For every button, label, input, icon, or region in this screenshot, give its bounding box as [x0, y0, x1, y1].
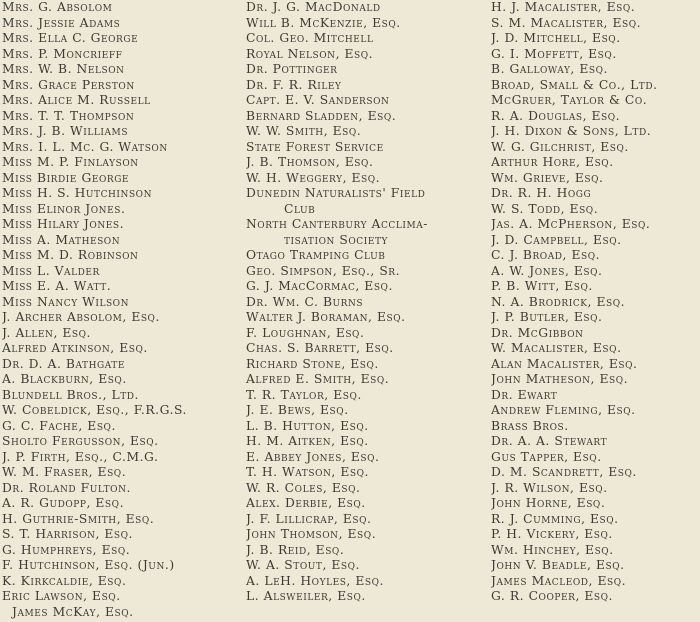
name-entry: Dr. Wm. C. Burns [246, 294, 364, 309]
name-entry: John Matheson, Esq. [491, 372, 629, 386]
name-entry: H. Guthrie-Smith, Esq. [2, 511, 155, 526]
name-entry: J. B. Reid, Esq. [246, 542, 345, 557]
name-entry: J. H. Dixon & Sons, Ltd. [491, 124, 652, 138]
name-entry: J. D. Mitchell, Esq. [491, 31, 621, 45]
name-entry: Mrs. Ella C. George [2, 31, 139, 45]
name-entry: Geo. Simpson, Esq., Sr. [246, 263, 401, 278]
name-entry: W. Cobeldick, Esq., F.R.G.S. [2, 403, 187, 417]
name-entry: Miss Birdie George [2, 170, 130, 185]
name-entry: McGruer, Taylor & Co. [491, 93, 648, 107]
name-entry: Gus Tapper, Esq. [491, 449, 602, 464]
name-entry: Royal Nelson, Esq. [246, 46, 374, 61]
name-entry: J. F. Lillicrap, Esq. [246, 511, 372, 526]
name-entry: G. R. Cooper, Esq. [491, 589, 613, 603]
name-entry: Wm. Grieve, Esq. [491, 170, 604, 185]
name-entry: J. E. Bews, Esq. [246, 403, 349, 417]
name-entry: D. M. Scandrett, Esq. [491, 465, 637, 479]
name-entry: W. G. Gilchrist, Esq. [491, 139, 629, 154]
name-entry: C. J. Broad, Esq. [491, 248, 601, 262]
name-entry: A. LeH. Hoyles, Esq. [246, 573, 384, 588]
name-entry: Otago Tramping Club [246, 248, 386, 262]
name-entry: A. W. Jones, Esq. [491, 263, 603, 278]
name-entry: tisation Society [284, 232, 389, 247]
name-entry: Alfred E. Smith, Esq. [246, 372, 390, 386]
name-entry: Miss M. D. Robinson [2, 248, 139, 262]
name-entry: S. T. Harrison, Esq. [2, 527, 134, 541]
name-entry: J. D. Campbell, Esq. [491, 232, 622, 247]
name-entry: Mrs. T. T. Thompson [2, 108, 135, 123]
name-entry: Dr. F. R. Riley [246, 77, 342, 92]
name-entry: Dr. Pottinger [246, 62, 338, 76]
name-entry: P. B. Witt, Esq. [491, 279, 593, 293]
name-entry: Bernard Sladden, Esq. [246, 108, 397, 123]
name-entry: W. S. Todd, Esq. [491, 201, 599, 216]
name-entry: Jas. A. McPherson, Esq. [491, 217, 651, 231]
name-entry: Col. Geo. Mitchell [246, 31, 374, 45]
name-entry: State Forest Service [246, 139, 384, 154]
name-entry: Alan Macalister, Esq. [491, 356, 638, 371]
column-1 [2, 0, 242, 620]
name-entry: Dr. J. G. MacDonald [246, 0, 381, 14]
name-entry: L. B. Hutton, Esq. [246, 418, 369, 433]
name-entry: J. Allen, Esq. [2, 325, 92, 340]
name-entry: J. P. Butler, Esq. [491, 310, 603, 324]
name-entry: Dr. McGibbon [491, 325, 584, 340]
name-entry: R. J. Cumming, Esq. [491, 511, 619, 526]
name-entry: James McKay, Esq. [12, 604, 134, 619]
name-entry: Mrs. J. B. Williams [2, 124, 129, 138]
name-entry: Andrew Fleming, Esq. [491, 403, 636, 417]
name-entry: Club [284, 201, 316, 216]
name-entry: F. Hutchinson, Esq. (Jun.) [2, 558, 175, 572]
name-entry: Capt. E. V. Sanderson [246, 93, 390, 107]
name-entry: G. Humphreys, Esq. [2, 542, 131, 557]
name-entry: Wm. Hinchey, Esq. [491, 542, 614, 557]
name-entry: Dr. Roland Fulton. [2, 480, 131, 495]
name-entry: J. B. Thomson, Esq. [246, 155, 374, 169]
name-entry: S. M. Macalister, Esq. [491, 15, 642, 30]
name-entry: Eric Lawson, Esq. [2, 589, 121, 603]
name-entry: Miss H. S. Hutchinson [2, 186, 153, 200]
name-entry: Miss Nancy Wilson [2, 294, 130, 309]
name-entry: P. H. Vickery, Esq. [491, 527, 613, 541]
name-entry: A. R. Gudopp, Esq. [2, 496, 125, 510]
name-entry: Alfred Atkinson, Esq. [2, 341, 148, 355]
name-entry: Miss M. P. Finlayson [2, 155, 139, 169]
name-entry: Miss L. Valder [2, 263, 100, 278]
name-entry: N. A. Brodrick, Esq. [491, 294, 626, 309]
name-entry: Sholto Fergusson, Esq. [2, 434, 159, 448]
name-entry: G. C. Fache, Esq. [2, 418, 116, 433]
name-entry: Dunedin Naturalists' Field [246, 186, 426, 200]
name-entry: T. R. Taylor, Esq. [246, 387, 362, 402]
name-entry: H. M. Aitken, Esq. [246, 434, 369, 448]
name-entry: E. Abbey Jones, Esq. [246, 449, 380, 464]
name-entry: Miss A. Matheson [2, 232, 121, 247]
name-entry: Mrs. G. Absolom [2, 0, 113, 14]
name-entry: W. A. Stout, Esq. [246, 558, 360, 572]
name-entry: Arthur Hore, Esq. [491, 155, 614, 169]
name-entry: Dr. A. A. Stewart [491, 434, 608, 448]
name-entry: J. Archer Absolom, Esq. [2, 310, 160, 324]
name-entry: Alex. Derbie, Esq. [246, 496, 366, 510]
column-2 [246, 0, 486, 605]
name-entry: John V. Beadle, Esq. [491, 558, 625, 572]
name-entry: Miss E. A. Watt. [2, 279, 112, 293]
name-entry: Dr. D. A. Bathgate [2, 356, 125, 371]
name-entry: J. P. Firth, Esq., C.M.G. [2, 449, 159, 464]
name-entry: F. Loughnan, Esq. [246, 325, 365, 340]
name-entry: Brass Bros. [491, 418, 569, 433]
name-entry: Will B. McKenzie, Esq. [246, 15, 401, 30]
name-entry: John Thomson, Esq. [246, 527, 377, 541]
name-entry: W. M. Fraser, Esq. [2, 465, 127, 479]
name-entry: W. Macalister, Esq. [491, 341, 622, 355]
name-entry: Chas. S. Barrett, Esq. [246, 341, 394, 355]
name-entry: Mrs. Grace Perston [2, 77, 135, 92]
name-entry: W. H. Weggery, Esq. [246, 170, 381, 185]
name-entry: J. R. Wilson, Esq. [491, 480, 608, 495]
name-entry: W. W. Smith, Esq. [246, 124, 362, 138]
name-entry: Dr. Ewart [491, 387, 558, 402]
name-entry: Blundell Bros., Ltd. [2, 387, 140, 402]
name-entry: Mrs. Alice M. Russell [2, 93, 151, 107]
name-entry: Walter J. Boraman, Esq. [246, 310, 406, 324]
name-entry: Mrs. P. Moncrieff [2, 46, 123, 61]
name-entry: W. R. Coles, Esq. [246, 480, 361, 495]
name-entry: A. Blackburn, Esq. [2, 372, 127, 386]
name-entry: B. Galloway, Esq. [491, 62, 608, 76]
name-entry: Mrs. Jessie Adams [2, 15, 121, 30]
name-entry: North Canterbury Acclima- [246, 217, 429, 231]
name-entry: Mrs. W. B. Nelson [2, 62, 125, 76]
name-entry: Miss Hilary Jones. [2, 217, 125, 231]
name-entry: H. J. Macalister, Esq. [491, 0, 636, 14]
name-entry: Broad, Small & Co., Ltd. [491, 77, 658, 92]
name-entry: T. H. Watson, Esq. [246, 465, 369, 479]
column-3 [491, 0, 700, 605]
name-entry: John Horne, Esq. [491, 496, 606, 510]
name-entry: R. A. Douglas, Esq. [491, 108, 621, 123]
name-entry: G. I. Moffett, Esq. [491, 46, 617, 61]
name-entry: Dr. R. H. Hogg [491, 186, 592, 200]
name-entry: G. J. MacCormac, Esq. [246, 279, 393, 293]
name-entry: Richard Stone, Esq. [246, 356, 379, 371]
name-entry: L. Alsweiler, Esq. [246, 589, 366, 603]
name-entry: James Macleod, Esq. [491, 573, 627, 588]
name-entry: Mrs. I. L. Mc. G. Watson [2, 139, 168, 154]
name-entry: K. Kirkcaldie, Esq. [2, 573, 127, 588]
name-entry: Miss Elinor Jones. [2, 201, 126, 216]
